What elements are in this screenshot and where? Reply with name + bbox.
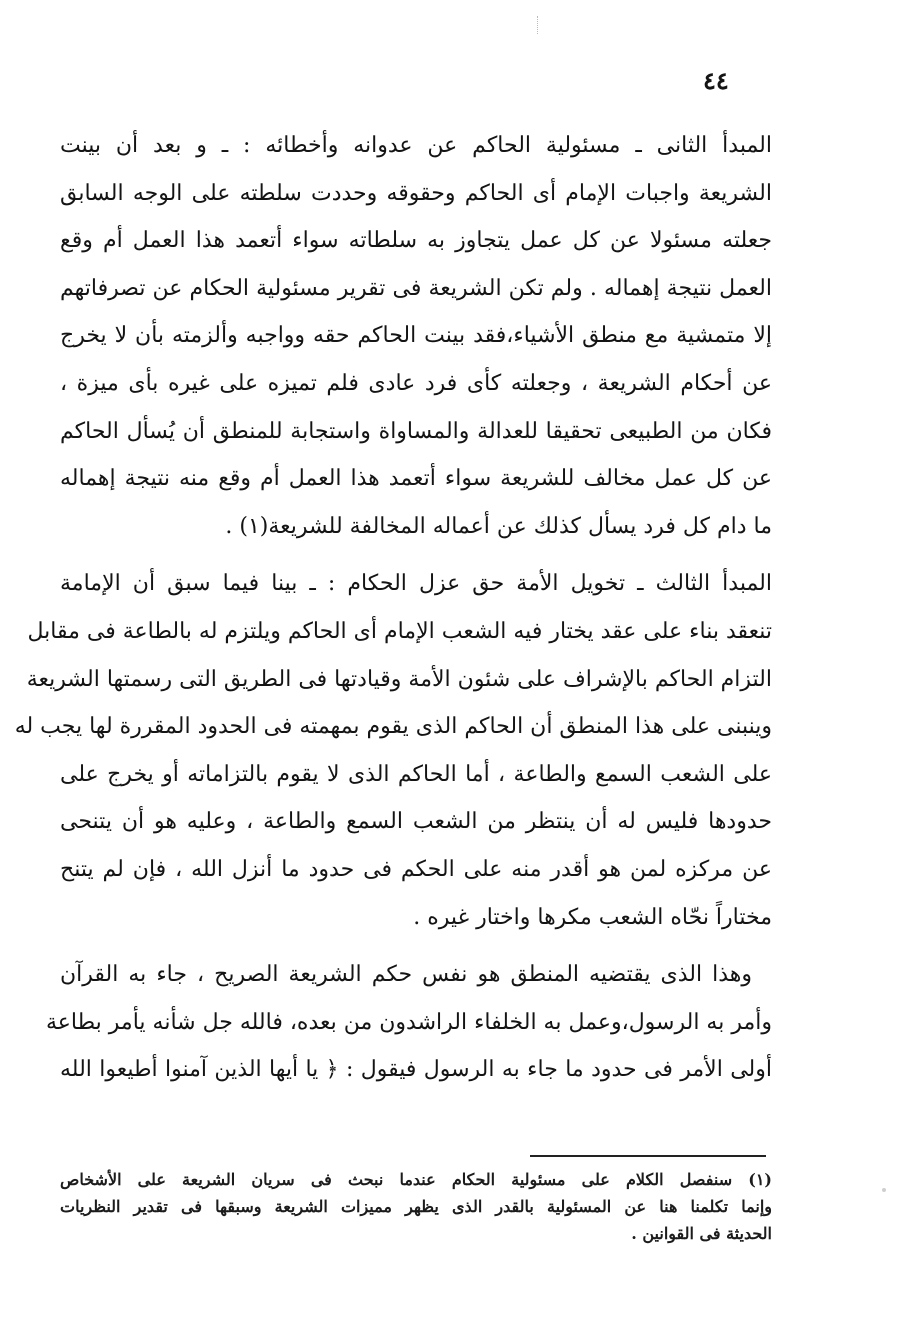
footnote-divider xyxy=(530,1155,766,1157)
text-line: تنعقد بناء على عقد يختار فيه الشعب الإمام أى الحاكم ويلتزم له بالطاعة فى مقابل xyxy=(27,618,772,644)
paragraph-principle-two xyxy=(60,122,772,550)
text-line: على الشعب السمع والطاعة ، أما الحاكم الذى لا يقوم بالتزاماته أو يخرج على xyxy=(60,761,772,787)
text-line: عن أحكام الشريعة ، وجعلته كأى فرد عادى فلم تميزه على غيره بأى ميزة ، xyxy=(60,370,772,396)
footnote-line: وإنما تكلمنا هنا عن المسئولية بالقدر الذى يظهر مميزات الشريعة وسبقها فى تقدير النظريات xyxy=(60,1197,772,1216)
text-line: المبدأ الثالث ـ تخويل الأمة حق عزل الحكام : ـ بينا فيما سبق أن الإمامة xyxy=(60,571,772,597)
text-line: جعلته مسئولا عن كل عمل يتجاوز به سلطاته سواء أتعمد هذا العمل أم وقع xyxy=(60,228,772,254)
body-text xyxy=(14,122,772,1094)
text-line: إلا متمشية مع منطق الأشياء،فقد بينت الحاكم حقه وواجبه وألزمته بأن لا يخرج xyxy=(60,323,772,349)
footnote xyxy=(60,1166,772,1247)
text-line: أولى الأمر فى حدود ما جاء به الرسول فيقول : ﴿ يا أيها الذين آمنوا أطيعوا الله xyxy=(60,1057,772,1083)
scan-speck xyxy=(882,1188,886,1192)
text-line: وأمر به الرسول،وعمل به الخلفاء الراشدون من بعده، فالله جل شأنه يأمر بطاعة xyxy=(46,1009,772,1035)
text-line: الشريعة واجبات الإمام أى الحاكم وحقوقه وحددت سلطته على الوجه السابق xyxy=(60,180,772,206)
text-line: وينبنى على هذا المنطق أن الحاكم الذى يقوم بمهمته فى الحدود المقررة لها يجب له xyxy=(14,714,772,740)
paragraph-principle-three xyxy=(14,560,772,941)
footnote-line: الحديثة فى القوانين . xyxy=(631,1224,772,1243)
scan-artifact-mark xyxy=(537,16,542,34)
text-line: عن كل عمل مخالف للشريعة سواء أتعمد هذا العمل أم وقع منه نتيجة إهماله xyxy=(60,466,772,492)
text-line: ما دام كل فرد يسأل كذلك عن أعماله المخالفة للشريعة(١) . xyxy=(225,513,772,539)
text-line: فكان من الطبيعى تحقيقا للعدالة والمساواة واستجابة للمنطق أن يُسأل الحاكم xyxy=(60,418,772,444)
footnote-line: (١) سنفصل الكلام على مسئولية الحكام عندما نبحث فى سريان الشريعة على الأشخاص xyxy=(60,1170,772,1189)
text-line: وهذا الذى يقتضيه المنطق هو نفس حكم الشريعة الصريح ، جاء به القرآن xyxy=(60,962,752,988)
page-number: ٤٤ xyxy=(703,66,729,95)
paragraph-sharia-ruling xyxy=(46,951,772,1094)
text-line: التزام الحاكم بالإشراف على شئون الأمة وقيادتها فى الطريق التى رسمتها الشريعة xyxy=(26,666,772,692)
text-line: عن مركزه لمن هو أقدر منه على الحكم فى حدود ما أنزل الله ، فإن لم يتنح xyxy=(60,856,772,882)
text-line: العمل نتيجة إهماله . ولم تكن الشريعة فى تقرير مسئولية الحكام عن تصرفاتهم xyxy=(60,275,772,301)
text-line: المبدأ الثانى ـ مسئولية الحاكم عن عدوانه وأخطائه : ـ و بعد أن بينت xyxy=(60,133,772,158)
text-line: مختاراً نحّاه الشعب مكرها واختار غيره . xyxy=(413,904,772,930)
text-line: حدودها فليس له أن ينتظر من الشعب السمع والطاعة ، وعليه هو أن يتنحى xyxy=(60,809,772,835)
